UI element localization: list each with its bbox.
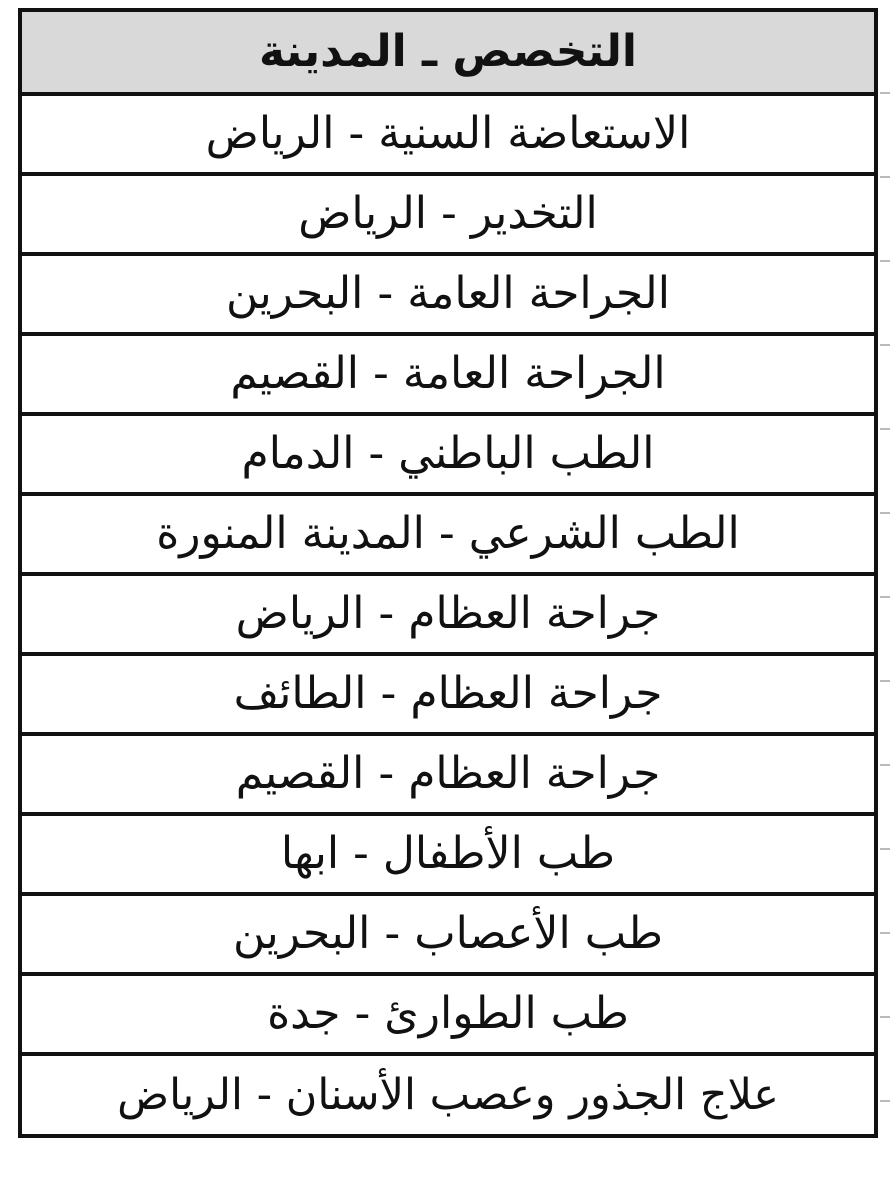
gridline-stub [880, 512, 890, 514]
table-row [20, 254, 876, 334]
table-cell[interactable]: علاج الجذور وعصب الأسنان - الرياض [20, 1054, 876, 1136]
table-row [20, 174, 876, 254]
header-cell-specialty-city[interactable]: التخصص ـ المدينة [20, 10, 876, 94]
gridline-stub [880, 1100, 890, 1102]
gridline-stub [880, 1016, 890, 1018]
table-cell[interactable]: الجراحة العامة - القصيم [20, 334, 876, 414]
gridline-stub [880, 260, 890, 262]
table-cell[interactable]: طب الأطفال - ابها [20, 814, 876, 894]
table-row [20, 94, 876, 174]
table-cell[interactable]: جراحة العظام - الرياض [20, 574, 876, 654]
gridline-stub [880, 344, 890, 346]
table-cell[interactable]: طب الأعصاب - البحرين [20, 894, 876, 974]
table-row [20, 574, 876, 654]
specialty-city-table [18, 8, 878, 1138]
table-row [20, 814, 876, 894]
gridline-stub [880, 764, 890, 766]
table-cell[interactable]: جراحة العظام - القصيم [20, 734, 876, 814]
gridline-stub [880, 848, 890, 850]
table-row [20, 654, 876, 734]
table-row [20, 734, 876, 814]
table-row [20, 974, 876, 1054]
gridline-stub [880, 596, 890, 598]
table-cell[interactable]: جراحة العظام - الطائف [20, 654, 876, 734]
gridline-stub [880, 428, 890, 430]
table-row [20, 1054, 876, 1136]
header-row [20, 10, 876, 94]
table-row [20, 894, 876, 974]
gridline-stub [880, 932, 890, 934]
table-cell[interactable]: الطب الباطني - الدمام [20, 414, 876, 494]
table-cell[interactable]: الطب الشرعي - المدينة المنورة [20, 494, 876, 574]
table-row [20, 414, 876, 494]
table-row [20, 334, 876, 414]
table-cell[interactable]: الجراحة العامة - البحرين [20, 254, 876, 334]
gridline-stub [880, 680, 890, 682]
gridline-stub [880, 176, 890, 178]
gridline-stub [880, 92, 890, 94]
table-cell[interactable]: طب الطوارئ - جدة [20, 974, 876, 1054]
table-row [20, 494, 876, 574]
table-cell[interactable]: الاستعاضة السنية - الرياض [20, 94, 876, 174]
table-cell[interactable]: التخدير - الرياض [20, 174, 876, 254]
